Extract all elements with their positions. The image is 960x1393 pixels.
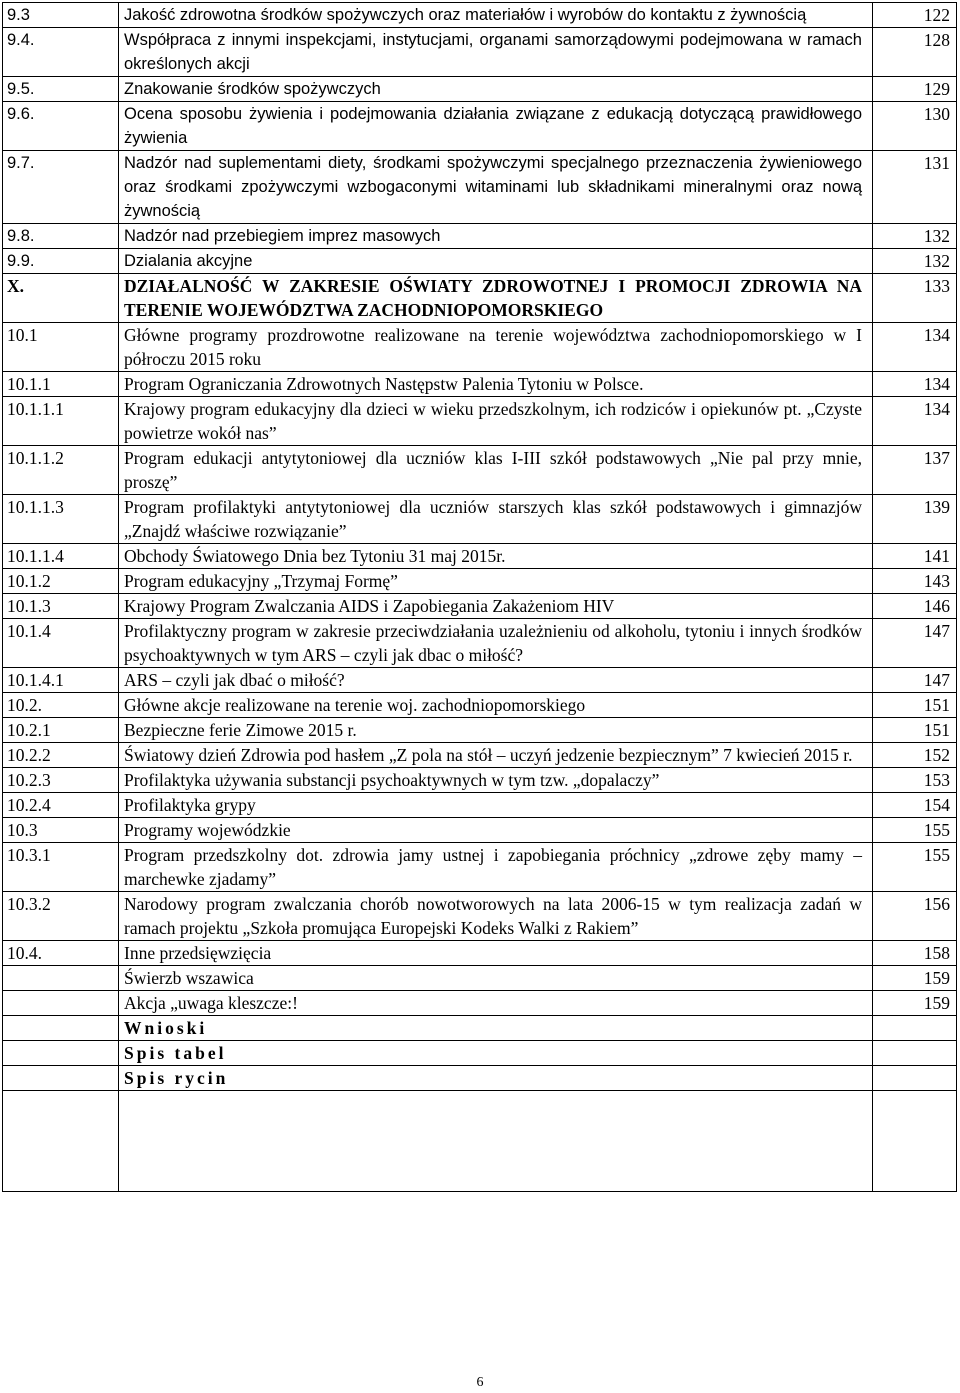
toc-page-number: 147 bbox=[873, 619, 957, 668]
toc-section-title: Spis tabel bbox=[119, 1041, 873, 1066]
toc-section-number: 10.2.4 bbox=[3, 793, 119, 818]
toc-row bbox=[3, 224, 957, 249]
toc-page-number: 154 bbox=[873, 793, 957, 818]
toc-section-title: Profilaktyczny program w zakresie przeciwdziałania uzależnieniu od alkoholu, tytoniu i innych środków psychoaktywnych w tym ARS – czyli jak dbac o miłość? bbox=[119, 619, 873, 668]
toc-section-title: Jakość zdrowotna środków spożywczych oraz materiałów i wyrobów do kontaktu z żywnością bbox=[119, 3, 873, 28]
toc-page-number: 143 bbox=[873, 569, 957, 594]
toc-page-number: 155 bbox=[873, 843, 957, 892]
toc-section-number: 10.1.1.3 bbox=[3, 495, 119, 544]
toc-page-number bbox=[873, 1016, 957, 1041]
toc-row bbox=[3, 323, 957, 372]
toc-section-number: 10.3.2 bbox=[3, 892, 119, 941]
toc-section-title: Główne akcje realizowane na terenie woj. zachodniopomorskiego bbox=[119, 693, 873, 718]
toc-section-number: 10.2. bbox=[3, 693, 119, 718]
toc-row bbox=[3, 843, 957, 892]
toc-page-number: 159 bbox=[873, 966, 957, 991]
toc-section-title: Spis rycin bbox=[119, 1066, 873, 1091]
toc-section-number: X. bbox=[3, 274, 119, 323]
toc-page-number: 132 bbox=[873, 224, 957, 249]
toc-section-title: Program Ograniczania Zdrowotnych Następstw Palenia Tytoniu w Polsce. bbox=[119, 372, 873, 397]
toc-section-number: 10.1.2 bbox=[3, 569, 119, 594]
toc-row bbox=[3, 718, 957, 743]
toc-row bbox=[3, 372, 957, 397]
toc-page-number: 151 bbox=[873, 693, 957, 718]
toc-section-title: Nadzór nad suplementami diety, środkami spożywczymi specjalnego przeznaczenia żywieniowego oraz środkami zpożywczymi wzbogaconymi witaminami lub składnikami mineralnymi oraz nową żywnością bbox=[119, 151, 873, 224]
toc-section-number: 10.4. bbox=[3, 941, 119, 966]
toc-row bbox=[3, 28, 957, 77]
toc-section-number: 9.7. bbox=[3, 151, 119, 224]
toc-section-number bbox=[3, 1041, 119, 1066]
toc-row bbox=[3, 102, 957, 151]
toc-row bbox=[3, 446, 957, 495]
toc-row bbox=[3, 274, 957, 323]
toc-page-number: 155 bbox=[873, 818, 957, 843]
page-number: 6 bbox=[476, 1375, 484, 1390]
toc-page-number: 151 bbox=[873, 718, 957, 743]
toc-section-title: Krajowy Program Zwalczania AIDS i Zapobiegania Zakażeniom HIV bbox=[119, 594, 873, 619]
toc-section-title: Program profilaktyki antytytoniowej dla uczniów starszych klas szkół podstawowych i gimnazjów „Znajdź właściwe rozwiązanie” bbox=[119, 495, 873, 544]
toc-section-number: 9.9. bbox=[3, 249, 119, 274]
toc-page-number: 137 bbox=[873, 446, 957, 495]
toc-section-number: 10.1.1 bbox=[3, 372, 119, 397]
toc-body bbox=[3, 3, 957, 1192]
toc-row bbox=[3, 693, 957, 718]
toc-section-title: Krajowy program edukacyjny dla dzieci w wieku przedszkolnym, ich rodziców i opiekunów pt. „Czyste powietrze wokół nas” bbox=[119, 397, 873, 446]
toc-row bbox=[3, 941, 957, 966]
toc-row bbox=[3, 768, 957, 793]
toc-section-title: Profilaktyka używania substancji psychoaktywnych w tym tzw. „dopalaczy” bbox=[119, 768, 873, 793]
toc-page-number: 158 bbox=[873, 941, 957, 966]
toc-section-title: Program edukacyjny „Trzymaj Formę” bbox=[119, 569, 873, 594]
toc-row bbox=[3, 818, 957, 843]
toc-section-title: Programy wojewódzkie bbox=[119, 818, 873, 843]
toc-section-number: 10.2.3 bbox=[3, 768, 119, 793]
toc-row bbox=[3, 1066, 957, 1091]
toc-page-number bbox=[873, 1041, 957, 1066]
toc-page-number: 139 bbox=[873, 495, 957, 544]
toc-row bbox=[3, 495, 957, 544]
toc-row bbox=[3, 619, 957, 668]
toc-page-number: 128 bbox=[873, 28, 957, 77]
toc-row bbox=[3, 1016, 957, 1041]
toc-section-title: DZIAŁALNOŚĆ W ZAKRESIE OŚWIATY ZDROWOTNEJ I PROMOCJI ZDROWIA NA TERENIE WOJEWÓDZTWA ZACHODNIOPOMORSKIEGO bbox=[119, 274, 873, 323]
toc-section-number: 10.1.3 bbox=[3, 594, 119, 619]
toc-page-number bbox=[873, 1091, 957, 1192]
toc-section-title: Akcja „uwaga kleszcze:! bbox=[119, 991, 873, 1016]
toc-section-title: Bezpieczne ferie Zimowe 2015 r. bbox=[119, 718, 873, 743]
toc-row bbox=[3, 743, 957, 768]
toc-section-title: Profilaktyka grypy bbox=[119, 793, 873, 818]
toc-section-title: Program edukacji antytytoniowej dla uczniów klas I-III szkół podstawowych „Nie pal przy mnie, proszę” bbox=[119, 446, 873, 495]
toc-section-number: 10.1.1.2 bbox=[3, 446, 119, 495]
toc-section-title: Znakowanie środków spożywczych bbox=[119, 77, 873, 102]
toc-section-number bbox=[3, 1016, 119, 1041]
toc-page-number: 147 bbox=[873, 668, 957, 693]
toc-page-number: 122 bbox=[873, 3, 957, 28]
toc-page-number: 131 bbox=[873, 151, 957, 224]
toc-section-number bbox=[3, 966, 119, 991]
toc-page-number: 141 bbox=[873, 544, 957, 569]
toc-section-title: Nadzór nad przebiegiem imprez masowych bbox=[119, 224, 873, 249]
toc-row bbox=[3, 892, 957, 941]
toc-page-number: 153 bbox=[873, 768, 957, 793]
toc-row bbox=[3, 151, 957, 224]
toc-page-number bbox=[873, 1066, 957, 1091]
toc-row bbox=[3, 544, 957, 569]
toc-section-title: Świerzb wszawica bbox=[119, 966, 873, 991]
toc-section-number: 10.1.1.4 bbox=[3, 544, 119, 569]
toc-section-title: Dzialania akcyjne bbox=[119, 249, 873, 274]
toc-row bbox=[3, 397, 957, 446]
toc-row bbox=[3, 3, 957, 28]
toc-section-title: Światowy dzień Zdrowia pod hasłem „Z pola na stół – uczyń jedzenie bezpiecznym” 7 kwiecień 2015 r. bbox=[119, 743, 873, 768]
toc-row bbox=[3, 793, 957, 818]
toc-row bbox=[3, 668, 957, 693]
toc-row bbox=[3, 991, 957, 1016]
toc-section-number bbox=[3, 1066, 119, 1091]
toc-section-number: 9.8. bbox=[3, 224, 119, 249]
toc-section-title bbox=[119, 1091, 873, 1192]
toc-section-number bbox=[3, 991, 119, 1016]
toc-row bbox=[3, 569, 957, 594]
toc-section-title: Program przedszkolny dot. zdrowia jamy ustnej i zapobiegania próchnicy „zdrowe zęby mamy – marchewke zjadamy” bbox=[119, 843, 873, 892]
toc-section-number: 10.2.2 bbox=[3, 743, 119, 768]
toc-section-number: 10.1 bbox=[3, 323, 119, 372]
toc-section-number: 9.4. bbox=[3, 28, 119, 77]
table-of-contents bbox=[2, 2, 957, 1192]
toc-page-number: 133 bbox=[873, 274, 957, 323]
toc-section-title: Obchody Światowego Dnia bez Tytoniu 31 maj 2015r. bbox=[119, 544, 873, 569]
toc-section-number: 10.3.1 bbox=[3, 843, 119, 892]
toc-page-number: 132 bbox=[873, 249, 957, 274]
toc-section-number: 10.1.4 bbox=[3, 619, 119, 668]
toc-page-number: 156 bbox=[873, 892, 957, 941]
toc-section-number: 9.3 bbox=[3, 3, 119, 28]
toc-section-title: ARS – czyli jak dbać o miłość? bbox=[119, 668, 873, 693]
toc-section-number: 10.2.1 bbox=[3, 718, 119, 743]
toc-row bbox=[3, 249, 957, 274]
toc-row bbox=[3, 77, 957, 102]
toc-section-number: 9.6. bbox=[3, 102, 119, 151]
toc-section-number: 10.1.4.1 bbox=[3, 668, 119, 693]
toc-section-number: 9.5. bbox=[3, 77, 119, 102]
toc-section-title: Główne programy prozdrowotne realizowane na terenie województwa zachodniopomorskiego w I półroczu 2015 roku bbox=[119, 323, 873, 372]
toc-section-title: Współpraca z innymi inspekcjami, instytucjami, organami samorządowymi podejmowana w ramach określonych akcji bbox=[119, 28, 873, 77]
toc-page-number: 134 bbox=[873, 323, 957, 372]
toc-page-number: 134 bbox=[873, 397, 957, 446]
toc-section-title: Inne przedsięwzięcia bbox=[119, 941, 873, 966]
toc-section-title: Wnioski bbox=[119, 1016, 873, 1041]
toc-section-number: 10.1.1.1 bbox=[3, 397, 119, 446]
toc-row bbox=[3, 594, 957, 619]
toc-page-number: 130 bbox=[873, 102, 957, 151]
toc-section-title: Narodowy program zwalczania chorób nowotworowych na lata 2006-15 w tym realizacja zadań w ramach projektu „Szkoła promująca Europejski Kodeks Walki z Rakiem” bbox=[119, 892, 873, 941]
toc-row bbox=[3, 1041, 957, 1066]
toc-section-number bbox=[3, 1091, 119, 1192]
toc-section-number: 10.3 bbox=[3, 818, 119, 843]
toc-page-number: 159 bbox=[873, 991, 957, 1016]
toc-row bbox=[3, 966, 957, 991]
toc-row bbox=[3, 1091, 957, 1192]
toc-page-number: 146 bbox=[873, 594, 957, 619]
toc-page-number: 152 bbox=[873, 743, 957, 768]
toc-page-number: 129 bbox=[873, 77, 957, 102]
toc-section-title: Ocena sposobu żywienia i podejmowania działania związane z edukacją dotyczącą prawidłowego żywienia bbox=[119, 102, 873, 151]
toc-page-number: 134 bbox=[873, 372, 957, 397]
